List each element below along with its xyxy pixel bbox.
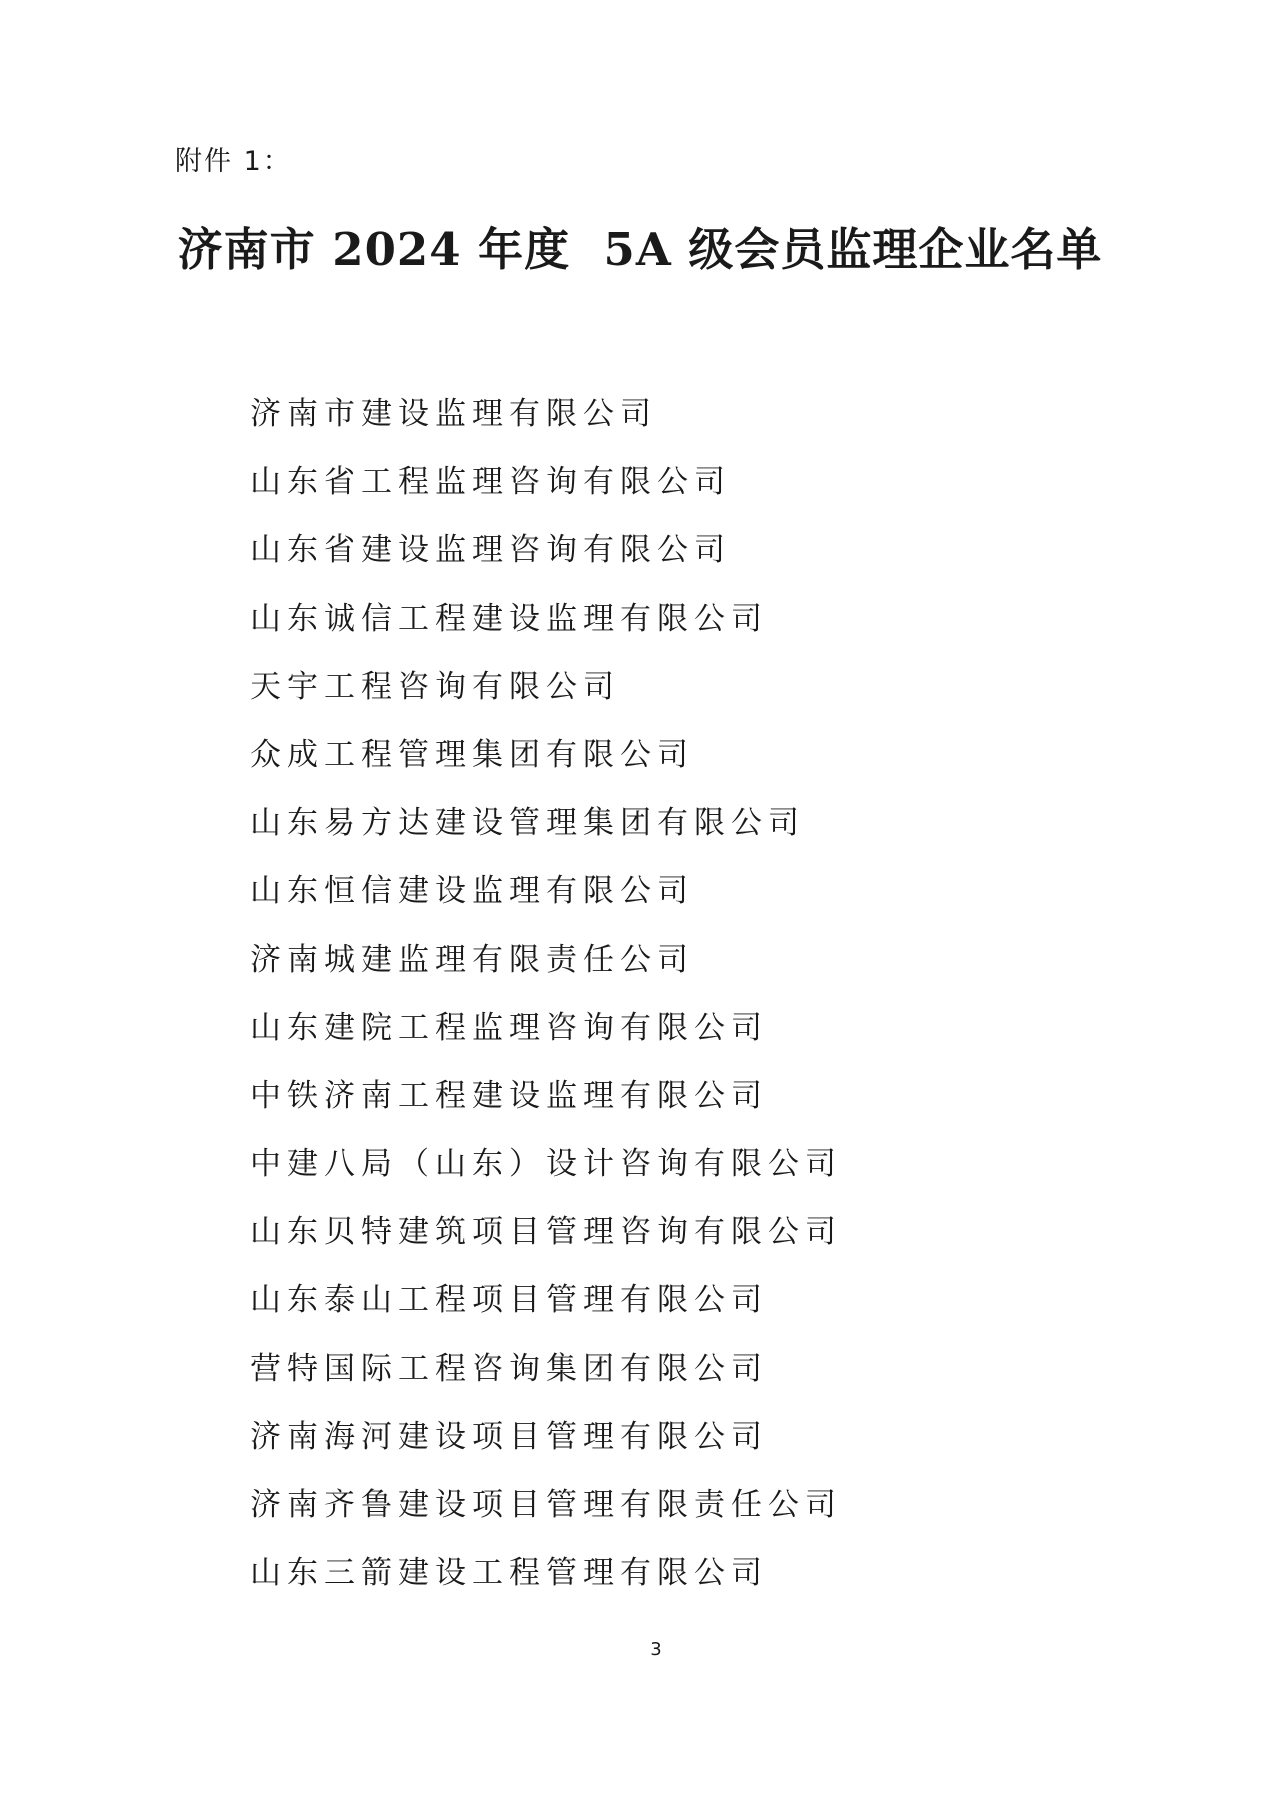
company-item: 山东诚信工程建设监理有限公司 bbox=[250, 600, 768, 637]
company-item: 济南城建监理有限责任公司 bbox=[250, 941, 694, 978]
page-number: 3 bbox=[650, 1639, 662, 1660]
company-item: 济南海河建设项目管理有限公司 bbox=[250, 1418, 768, 1455]
company-item: 山东恒信建设监理有限公司 bbox=[250, 873, 694, 910]
document-title: 济南市 2024 年度 5A 级会员监理企业名单 bbox=[177, 223, 1103, 276]
company-item: 山东易方达建设管理集团有限公司 bbox=[250, 805, 805, 842]
company-list bbox=[250, 380, 842, 1607]
company-item: 山东泰山工程项目管理有限公司 bbox=[250, 1282, 768, 1319]
company-item: 山东省建设监理咨询有限公司 bbox=[250, 532, 731, 569]
company-item: 山东省工程监理咨询有限公司 bbox=[250, 464, 731, 501]
company-item: 中建八局（山东）设计咨询有限公司 bbox=[250, 1146, 842, 1183]
company-item: 山东三箭建设工程管理有限公司 bbox=[250, 1555, 768, 1592]
company-item: 山东贝特建筑项目管理咨询有限公司 bbox=[250, 1214, 842, 1251]
company-item: 营特国际工程咨询集团有限公司 bbox=[250, 1350, 768, 1387]
company-item: 中铁济南工程建设监理有限公司 bbox=[250, 1077, 768, 1114]
company-item: 天宇工程咨询有限公司 bbox=[250, 668, 620, 705]
company-item: 众成工程管理集团有限公司 bbox=[250, 736, 694, 773]
attachment-label: 附件 1： bbox=[175, 146, 292, 177]
company-item: 济南齐鲁建设项目管理有限责任公司 bbox=[250, 1487, 842, 1523]
company-item: 济南市建设监理有限公司 bbox=[250, 396, 657, 432]
company-item: 山东建院工程监理咨询有限公司 bbox=[250, 1009, 768, 1046]
